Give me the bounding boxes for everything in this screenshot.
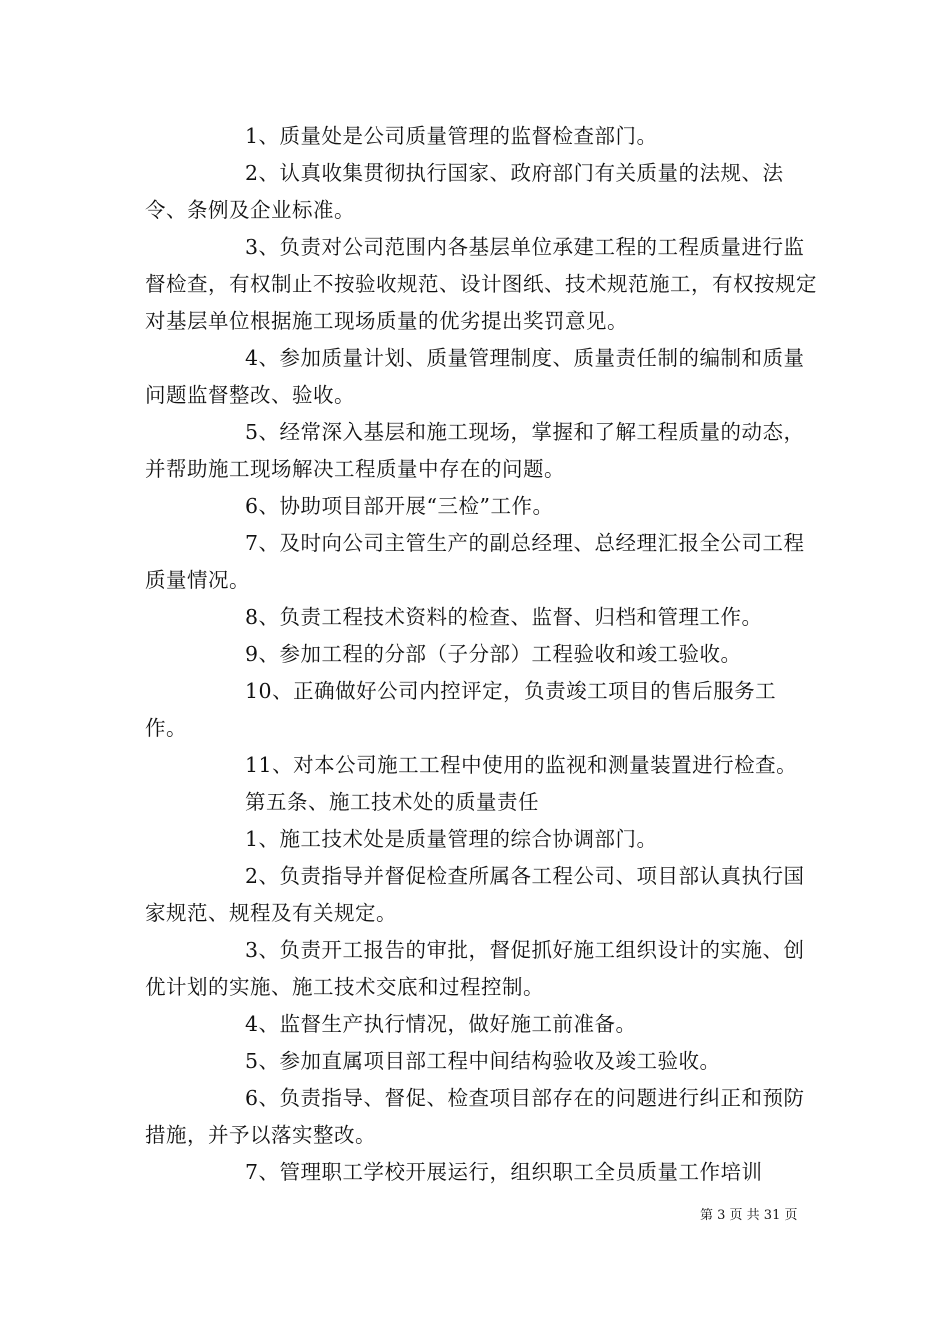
paragraph: 3、负责对公司范围内各基层单位承建工程的工程质量进行监督检查，有权制止不按验收规范、设计图纸、技术规范施工，有权按规定对基层单位根据施工现场质量的优劣提出奖罚意见。: [145, 235, 817, 333]
paragraph: 3、负责开工报告的审批，督促抓好施工组织设计的实施、创优计划的实施、施工技术交底和过程控制。: [145, 938, 805, 999]
paragraph: 10、正确做好公司内控评定，负责竣工项目的售后服务工作。: [145, 679, 777, 740]
paragraph: 2、认真收集贯彻执行国家、政府部门有关质量的法规、法令、条例及企业标准。: [145, 161, 784, 222]
paragraph: 1、施工技术处是质量管理的综合协调部门。: [245, 827, 658, 851]
paragraph: 2、负责指导并督促检查所属各工程公司、项目部认真执行国家规范、规程及有关规定。: [145, 864, 805, 925]
page-number: 第 3 页 共 31 页: [700, 1208, 798, 1223]
paragraph: 5、经常深入基层和施工现场，掌握和了解工程质量的动态，并帮助施工现场解决工程质量中存在的问题。: [145, 420, 805, 481]
paragraph: 7、及时向公司主管生产的副总经理、总经理汇报全公司工程质量情况。: [145, 531, 805, 592]
paragraph: 9、参加工程的分部（子分部）工程验收和竣工验收。: [245, 642, 742, 666]
paragraph: 4、监督生产执行情况，做好施工前准备。: [245, 1012, 637, 1036]
paragraph: 6、负责指导、督促、检查项目部存在的问题进行纠正和预防措施，并予以落实整改。: [145, 1086, 805, 1147]
paragraph: 1、质量处是公司质量管理的监督检查部门。: [245, 124, 658, 148]
paragraph: 11、对本公司施工工程中使用的监视和测量装置进行检查。: [245, 753, 798, 777]
section-heading: 第五条、施工技术处的质量责任: [245, 790, 539, 814]
paragraph: 8、负责工程技术资料的检查、监督、归档和管理工作。: [245, 605, 763, 629]
paragraph: 5、参加直属项目部工程中间结构验收及竣工验收。: [245, 1049, 721, 1073]
paragraph: 7、管理职工学校开展运行，组织职工全员质量工作培训: [245, 1160, 763, 1184]
document-body: [145, 118, 817, 1191]
paragraph: 6、协助项目部开展“三检”工作。: [245, 494, 554, 518]
paragraph: 4、参加质量计划、质量管理制度、质量责任制的编制和质量问题监督整改、验收。: [145, 346, 805, 407]
